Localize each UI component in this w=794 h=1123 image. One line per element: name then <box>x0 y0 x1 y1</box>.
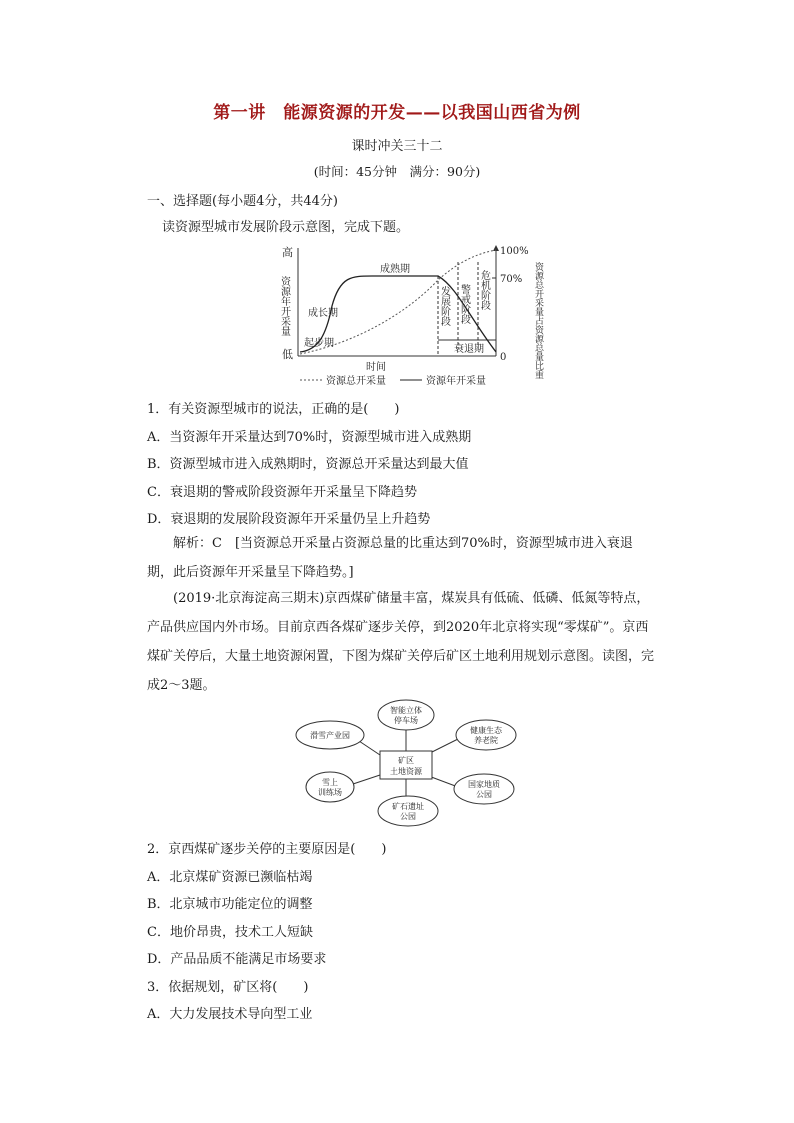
center-label-2: 土地资源 <box>390 767 422 776</box>
q2-option-a: A．北京煤矿资源已濒临枯竭 <box>147 870 313 885</box>
stage-mature: 成熟期 <box>380 264 410 275</box>
node-mine-park-2: 公园 <box>400 812 416 821</box>
node-eldercare <box>456 720 516 750</box>
y-right-axis-label: 资源总开采量占资源总量比重 <box>533 262 543 379</box>
q1-stem: 1．有关资源型城市的说法，正确的是( ) <box>147 402 400 417</box>
page-title: 第一讲 能源资源的开发——以我国山西省为例 <box>213 103 581 123</box>
stage-crisis: 危机阶段 <box>478 270 490 310</box>
legend-total: 资源总开采量 <box>326 376 386 387</box>
node-parking-2: 停车场 <box>394 716 418 725</box>
node-snow-training <box>306 772 354 802</box>
y-low-label: 低 <box>282 348 293 361</box>
q3-stem: 3．依据规划，矿区将( ) <box>147 980 309 995</box>
node-parking-1: 智能立体 <box>390 706 422 715</box>
y-right-100: 100% <box>500 246 529 257</box>
q2-option-d: D．产品品质不能满足市场要求 <box>147 952 327 967</box>
q1-analysis: 解析：C [当资源总开采量占资源总量的比重达到70%时，资源型城市进入衰退期，此后资源年开采量呈下降趋势。] <box>147 536 633 580</box>
y-high-label: 高 <box>282 246 293 259</box>
section-intro: 读资源型城市发展阶段示意图，完成下题。 <box>162 220 410 235</box>
node-mine-park-1: 矿石遗址 <box>392 802 424 811</box>
node-geopark <box>454 774 514 804</box>
legend-annual: 资源年开采量 <box>426 376 486 387</box>
stage-develop: 发展阶段 <box>438 286 450 326</box>
center-label-1: 矿区 <box>398 756 414 765</box>
y-right-70: 70% <box>500 274 523 285</box>
exam-meta: (时间：45分钟 满分：90分) <box>313 164 481 179</box>
q1-option-a: A．当资源年开采量达到70%时，资源型城市进入成熟期 <box>147 430 472 445</box>
section-heading: 一、选择题(每小题4分，共44分) <box>147 194 338 209</box>
y-axis-label: 资源年开采量 <box>278 276 290 336</box>
q1-option-c: C．衰退期的警戒阶段资源年开采量呈下降趋势 <box>147 485 417 500</box>
stage-warning: 警戒阶段 <box>458 284 470 324</box>
node-mine-park <box>378 796 438 826</box>
q1-option-b: B．资源型城市进入成熟期时，资源总开采量达到最大值 <box>147 457 469 472</box>
node-geopark-1: 国家地质 <box>468 780 500 789</box>
page-subtitle: 课时冲关三十二 <box>351 139 443 154</box>
q2-option-b: B．北京城市功能定位的调整 <box>147 897 313 912</box>
q1-option-d: D．衰退期的发展阶段资源年开采量仍呈上升趋势 <box>147 512 431 527</box>
node-ski-park-1: 滑雪产业园 <box>310 731 350 740</box>
node-eldercare-1: 健康生态 <box>470 726 502 735</box>
stage-start: 起步期 <box>304 338 334 349</box>
node-snow-training-1: 雪上 <box>322 778 338 787</box>
q2-option-c: C．地价昂贵，技术工人短缺 <box>147 925 313 940</box>
stage-decline: 衰退期 <box>454 344 484 355</box>
land-use-diagram <box>290 695 530 833</box>
q2-stem: 2．京西煤矿逐步关停的主要原因是( ) <box>147 842 387 857</box>
node-parking <box>378 700 434 730</box>
passage-2: (2019·北京海淀高三期末)京西煤矿储量丰富，煤炭具有低硫、低磷、低氮等特点，产品供应国内外市场。目前京西各煤矿逐步关停，到2020年北京将实现“零煤矿”。京西煤矿关停后，大量土地资源闲置，下图为煤矿关停后矿区土地利用规划示意图。读图，完成2～3题。 <box>147 591 655 693</box>
x-axis-label: 时间 <box>366 362 386 373</box>
node-geopark-2: 公园 <box>476 790 492 799</box>
q3-option-a: A．大力发展技术导向型工业 <box>147 1007 313 1022</box>
stage-growth: 成长期 <box>308 308 338 319</box>
y-right-0: 0 <box>500 352 507 363</box>
node-eldercare-2: 养老院 <box>474 736 498 745</box>
node-snow-training-2: 训练场 <box>318 788 342 797</box>
resource-city-stage-chart <box>260 240 550 388</box>
